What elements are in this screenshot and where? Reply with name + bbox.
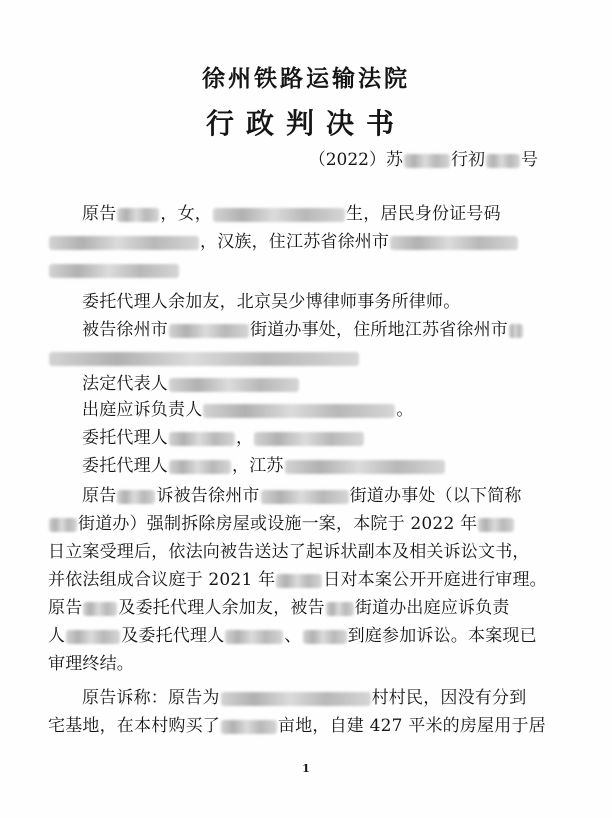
plaintiff-claim-line-2 [48, 714, 546, 738]
text-segment: 原告 [82, 204, 117, 224]
redacted-hearing-date [276, 574, 322, 588]
redacted-agent-name [303, 630, 347, 644]
redacted-address-cont [49, 264, 179, 278]
redacted-street-name [261, 490, 349, 504]
text-segment: 被告徐州市 [82, 320, 168, 340]
redacted-birthdate [213, 208, 345, 222]
court-name: 徐州铁路运输法院 [202, 65, 410, 92]
plaintiff-line-3 [48, 258, 180, 282]
redacted-case-seq [486, 154, 520, 168]
defendant-agent-line-2 [82, 454, 446, 478]
text-segment: 原告诉称：原告为 [82, 688, 220, 708]
document-type-title: 行政判决书 [205, 107, 406, 140]
text-segment: 并依法组成合议庭于 2021 年 [48, 570, 276, 590]
redacted-street-short [326, 602, 354, 616]
redacted-address [509, 324, 523, 338]
redacted-agent-firm [285, 460, 445, 474]
text-segment: 宅基地，在本村购买了 [48, 716, 220, 736]
case-number-year: （2022）苏 [308, 150, 403, 170]
page-number: 1 [302, 762, 310, 775]
text-segment: 生，居民身份证号码 [346, 204, 501, 224]
defendant-line-2 [48, 346, 360, 370]
text-segment: 、 [284, 626, 302, 646]
case-summary-line-3: 日立案受理后，依法向被告送达了起诉状副本及相关诉讼文书， [48, 542, 530, 562]
text-segment: 。 [396, 400, 414, 420]
case-summary-line-2 [48, 512, 515, 536]
redacted-agent-name [225, 630, 283, 644]
redacted-agent-name [169, 432, 235, 446]
text-segment: 人 [48, 626, 66, 646]
redacted-responsible-person [203, 404, 395, 418]
redacted-agent-name [169, 460, 231, 474]
case-summary-line-1 [82, 484, 522, 508]
text-segment: 到庭参加诉讼。本案现已 [347, 626, 537, 646]
text-segment: ，汉族，住江苏省徐州市 [200, 232, 390, 252]
text-segment: 街道办出庭应诉负责 [354, 598, 510, 618]
redacted-land-area [221, 720, 277, 734]
text-segment: 日对本案公开开庭进行审理。 [323, 570, 547, 590]
text-segment: 街道办事处（以下简称 [349, 486, 522, 506]
legal-representative-line [82, 372, 300, 396]
text-segment: 街道办事处，住所地江苏省徐州市 [250, 320, 508, 340]
text-segment: 原告 [82, 486, 117, 506]
case-summary-line-7: 审理终结。 [48, 654, 134, 674]
text-segment: 亩地，自建 427 平米的房屋用于居 [278, 716, 546, 736]
text-segment: 诉被告徐州市 [156, 486, 260, 506]
redacted-filing-date [478, 518, 514, 532]
case-summary-line-4 [48, 568, 547, 592]
redacted-plaintiff-name [117, 208, 159, 222]
case-number-suffix: 号 [521, 150, 538, 170]
defendant-line-1 [82, 318, 524, 342]
case-summary-line-6 [48, 624, 537, 648]
text-segment: 及委托代理人 [121, 626, 225, 646]
text-segment: 原告 [48, 598, 83, 618]
redacted-responsible-person [66, 630, 120, 644]
text-segment: 法定代表人 [82, 374, 168, 394]
plaintiff-line-1 [82, 202, 501, 226]
redacted-street-short [49, 518, 77, 532]
plaintiff-claim-line-1 [82, 686, 526, 710]
redacted-plaintiff-name [117, 490, 155, 504]
text-segment: 街道办）强制拆除房屋或设施一案，本院于 2022 年 [78, 514, 478, 534]
redacted-village [221, 692, 371, 706]
text-segment: ，江苏 [232, 456, 284, 476]
redacted-agent-info [254, 432, 364, 446]
text-segment: ，女， [160, 204, 213, 224]
text-segment: 委托代理人 [82, 456, 168, 476]
redacted-address [390, 236, 518, 250]
defendant-agent-line-1 [82, 426, 365, 450]
redacted-street-name [169, 324, 249, 338]
agent-line: 委托代理人余加友，北京吴少博律师事务所律师。 [82, 292, 461, 312]
case-number-type: 行初 [451, 150, 485, 170]
text-segment: 出庭应诉负责人 [82, 400, 203, 420]
responsible-person-line [82, 398, 414, 422]
redacted-case-code [404, 154, 450, 168]
redacted-plaintiff-name [83, 602, 117, 616]
text-segment: ， [236, 428, 254, 448]
plaintiff-line-2 [48, 230, 519, 254]
text-segment: 村村民，因没有分到 [371, 688, 527, 708]
text-segment: 委托代理人 [82, 428, 168, 448]
redacted-id-number [49, 236, 199, 250]
text-segment: 及委托代理人余加友，被告 [118, 598, 325, 618]
case-number [309, 148, 538, 172]
redacted-representative [169, 378, 299, 392]
redacted-defendant-address [49, 352, 359, 366]
case-summary-line-5 [48, 596, 510, 620]
